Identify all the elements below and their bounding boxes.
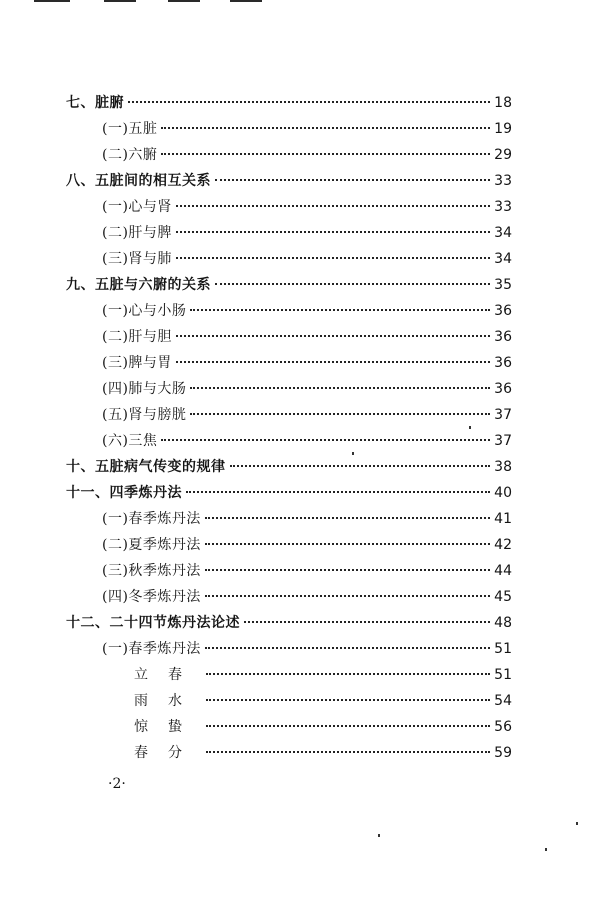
toc-entry-page: 42: [494, 537, 512, 553]
dot-leader: [176, 335, 490, 337]
scan-speck: [378, 834, 380, 837]
toc-entry-label: (五)肾与膀胱: [102, 407, 187, 423]
dot-leader: [205, 569, 490, 571]
page-number: ·2·: [108, 776, 126, 792]
toc-entry: [134, 662, 512, 688]
toc-entry-page: 34: [494, 251, 512, 267]
scan-speck: [545, 848, 547, 851]
dot-leader: [206, 725, 490, 727]
toc-entry-page: 51: [494, 641, 512, 657]
toc-entry-page: 37: [494, 433, 512, 449]
toc-entry: [102, 220, 512, 246]
dot-leader: [186, 491, 490, 493]
dot-leader: [161, 153, 490, 155]
dot-leader: [205, 543, 490, 545]
toc-entry: [66, 168, 512, 194]
toc-entry: [134, 740, 512, 766]
toc-entry-label: (三)秋季炼丹法: [102, 563, 201, 579]
dot-leader: [215, 283, 490, 285]
toc-entry: [102, 350, 512, 376]
toc-entry: [102, 506, 512, 532]
toc-entry-page: 59: [494, 745, 512, 761]
dot-leader: [190, 387, 490, 389]
dot-leader: [215, 179, 490, 181]
top-rule-2: [104, 0, 136, 2]
dot-leader: [205, 595, 490, 597]
toc-entry-label: (一)春季炼丹法: [102, 511, 201, 527]
dot-leader: [230, 465, 491, 467]
dot-leader: [176, 205, 490, 207]
toc-entry-label: (二)肝与脾: [102, 225, 172, 241]
toc-entry-label: (三)肾与肺: [102, 251, 172, 267]
toc-entry-label: 十、五脏病气传变的规律: [66, 459, 226, 475]
toc-entry-page: 29: [494, 147, 512, 163]
toc-entry-label: 七、脏腑: [66, 95, 124, 111]
toc-entry-label: (四)肺与大肠: [102, 381, 187, 397]
toc-entry: [134, 688, 512, 714]
toc-entry-page: 33: [494, 199, 512, 215]
toc-entry-label: 八、五脏间的相互关系: [66, 173, 211, 189]
toc-entry-page: 33: [494, 173, 512, 189]
dot-leader: [161, 439, 490, 441]
dot-leader: [206, 751, 490, 753]
toc-entry-page: 51: [494, 667, 512, 683]
dot-leader: [190, 413, 490, 415]
toc-entry-page: 41: [494, 511, 512, 527]
toc-entry-label: 惊蛰: [134, 719, 202, 735]
toc-entry: [134, 714, 512, 740]
toc-entry: [66, 610, 512, 636]
dot-leader: [128, 101, 490, 103]
toc-entry-page: 36: [494, 329, 512, 345]
toc-entry-page: 36: [494, 303, 512, 319]
scan-speck: [469, 426, 471, 429]
dot-leader: [190, 309, 490, 311]
dot-leader: [205, 647, 490, 649]
toc-entry-page: 48: [494, 615, 512, 631]
toc-entry-label: (一)春季炼丹法: [102, 641, 201, 657]
dot-leader: [205, 517, 490, 519]
top-rule-4: [230, 0, 262, 2]
toc-entry: [102, 142, 512, 168]
toc-entry: [102, 324, 512, 350]
toc-entry-page: 44: [494, 563, 512, 579]
toc-entry-page: 38: [494, 459, 512, 475]
toc-entry: [102, 584, 512, 610]
scan-speck: [576, 822, 578, 825]
toc-entry-page: 35: [494, 277, 512, 293]
toc-entry-label: (二)肝与胆: [102, 329, 172, 345]
toc-entry-label: (二)夏季炼丹法: [102, 537, 201, 553]
toc-entry-label: (一)五脏: [102, 121, 158, 137]
toc-entry-label: (一)心与小肠: [102, 303, 187, 319]
dot-leader: [161, 127, 490, 129]
dot-leader: [176, 231, 490, 233]
toc-entry: [66, 454, 512, 480]
toc-entry-page: 36: [494, 381, 512, 397]
toc-entry: [102, 246, 512, 272]
toc-entry-page: 37: [494, 407, 512, 423]
toc-entry: [102, 428, 512, 454]
toc-entry-label: (三)脾与胃: [102, 355, 172, 371]
dot-leader: [244, 621, 490, 623]
toc-entry-page: 40: [494, 485, 512, 501]
toc-entry-label: (四)冬季炼丹法: [102, 589, 201, 605]
toc-entry: [102, 558, 512, 584]
toc-entry-label: 春分: [134, 745, 202, 761]
toc-entry: [66, 90, 512, 116]
dot-leader: [176, 257, 490, 259]
toc-entry: [102, 402, 512, 428]
toc-entry-page: 54: [494, 693, 512, 709]
toc-entry: [102, 532, 512, 558]
dot-leader: [206, 673, 490, 675]
toc-entry-label: 立春: [134, 667, 202, 683]
top-rule-3: [168, 0, 200, 2]
toc-entry: [102, 636, 512, 662]
toc-entry-label: (六)三焦: [102, 433, 158, 449]
toc-entry-page: 19: [494, 121, 512, 137]
toc-entry: [102, 116, 512, 142]
toc-entry-page: 34: [494, 225, 512, 241]
toc-entry-label: (二)六腑: [102, 147, 158, 163]
dot-leader: [206, 699, 490, 701]
toc-entry-label: 十一、四季炼丹法: [66, 485, 182, 501]
toc-entry: [102, 376, 512, 402]
toc-entry-label: (一)心与肾: [102, 199, 172, 215]
scan-speck: [352, 452, 354, 455]
toc-entry-page: 56: [494, 719, 512, 735]
toc-entry-page: 36: [494, 355, 512, 371]
toc-entry-page: 45: [494, 589, 512, 605]
toc-entry-label: 雨水: [134, 693, 202, 709]
top-rule-1: [34, 0, 70, 2]
toc-entry: [102, 194, 512, 220]
toc-entry: [66, 480, 512, 506]
toc-entry-label: 十二、二十四节炼丹法论述: [66, 615, 240, 631]
dot-leader: [176, 361, 490, 363]
toc-entry-page: 18: [494, 95, 512, 111]
toc-entry-label: 九、五脏与六腑的关系: [66, 277, 211, 293]
toc-entry: [66, 272, 512, 298]
toc-entry: [102, 298, 512, 324]
